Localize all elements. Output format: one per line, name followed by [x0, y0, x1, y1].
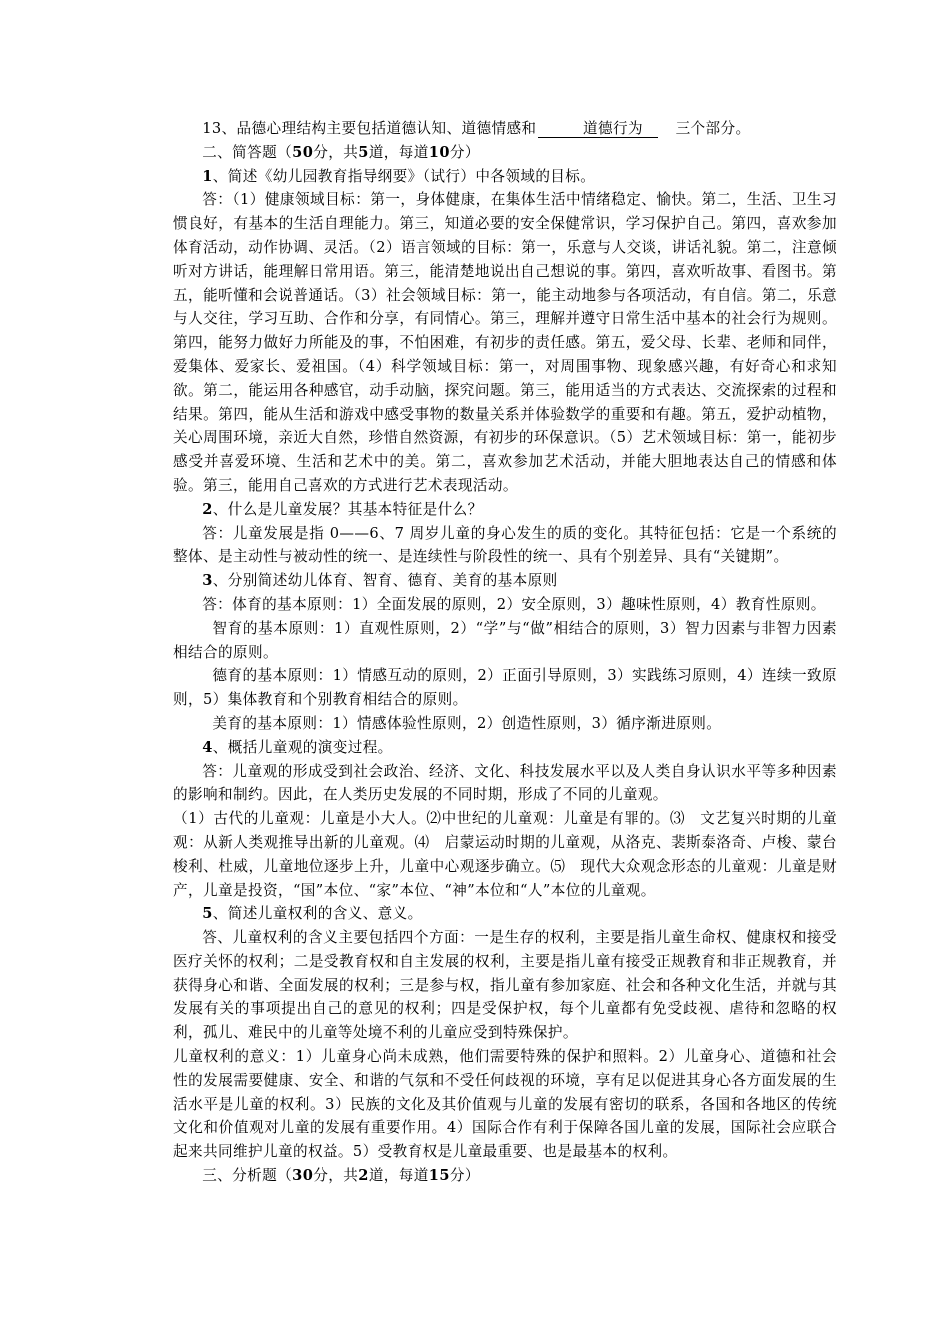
question-13-answer-blank: 道德行为 — [538, 120, 658, 138]
section-3-count: 2 — [358, 1167, 369, 1185]
s2q3-answer-moral: 德育的基本原则：1）情感互动的原则，2）正面引导原则，3）实践练习原则，4）连续一致原则，5）集体教育和个别教育相结合的原则。 — [173, 667, 837, 709]
s2q3-answer-intellect: 智育的基本原则：1）直观性原则，2）“学”与“做”相结合的原则，3）智力因素与非智力因素相结合的原则。 — [173, 619, 837, 661]
s2q3-title — [173, 569, 837, 593]
question-13-suffix: 三个部分。 — [675, 120, 751, 137]
section-2-score: 50 — [292, 143, 314, 161]
s2q4-answer-stages: （1）古代的儿童观：儿童是小大人。⑵中世纪的儿童观：儿童是有罪的。⑶ 文艺复兴时期的儿童观：从新人类观推导出新的儿童观。⑷ 启蒙运动时期的儿童观，从洛克、裴斯泰洛奇、卢梭、蒙台梭利、杜威，儿童地位逐步上升，儿童中心观逐步确立。⑸ 现代大众观念形态的儿童观：儿童是财产，儿童是投资，“国”本位、“家”本位、“神”本位和“人”本位的儿童观。 — [173, 810, 837, 899]
section-2-count: 5 — [358, 143, 369, 161]
s2q5-answer-meaning: 答、儿童权利的含义主要包括四个方面：一是生存的权利，主要是指儿童生命权、健康权和接受医疗关怀的权利；二是受教育权和自主发展的权利，主要是指儿童有接受正规教育和非正规教育，并获得身心和谐、全面发展的权利；三是参与权，指儿童有参加家庭、社会和各种文化生活，并就与其发展有关的事项提出自己的意见的权利；四是受保护权，每个儿童都有免受歧视、虐待和忽略的权利，孤儿、难民中的儿童等处境不利的儿童应受到特殊保护。 — [173, 929, 837, 1042]
section-3-heading — [173, 1164, 837, 1188]
s2q2-number: 2 — [202, 500, 213, 518]
s2q5-number: 5 — [202, 905, 213, 923]
s2q2-answer: 答：儿童发展是指 0——6、7 周岁儿童的身心发生的质的变化。其特征包括：它是一个系统的整体、是主动性与被动性的统一、是连续性与阶段性的统一、具有个别差异、具有“关键期”。 — [173, 524, 837, 566]
s2q1-answer: 答：（1）健康领域目标：第一，身体健康，在集体生活中情绪稳定、愉快。第二，生活、卫生习惯良好，有基本的生活自理能力。第三，知道必要的安全保健常识，学习保护自己。第四，喜欢参加体育活动，动作协调、灵活。（2）语言领域的目标：第一，乐意与人交谈，讲话礼貌。第二，注意倾听对方讲话，能理解日常用语。第三，能清楚地说出自己想说的事。第四，喜欢听故事、看图书。第五，能听懂和会说普通话。（3）社会领域目标：第一，能主动地参与各项活动，有自信。第二，乐意与人交往，学习互助、合作和分享，有同情心。第三，理解并遵守日常生活中基本的社会行为规则。第四，能努力做好力所能及的事，不怕困难，有初步的责任感。第五，爱父母、长辈、老师和同伴，爱集体、爱家长、爱祖国。（4）科学领域目标：第一，对周围事物、现象感兴趣，有好奇心和求知欲。第二，能运用各种感官，动手动脑，探究问题。第三，能用适当的方式表达、交流探索的过程和结果。第四，能从生活和游戏中感受事物的数量关系并体验数学的重要和有趣。第五，爱护动植物，关心周围环境，亲近大自然，珍惜自然资源，有初步的环保意识。（5）艺术领域目标：第一，能初步感受并喜爱环境、生活和艺术中的美。第二，喜欢参加艺术活动，并能大胆地表达自己的情感和体验。第三，能用自己喜欢的方式进行艺术表现活动。 — [173, 191, 837, 494]
s2q3-answer-aesthetic: 美育的基本原则：1）情感体验性原则，2）创造性原则，3）循序渐进原则。 — [212, 714, 722, 732]
section-2-mid1: 分，共 — [313, 143, 359, 161]
s2q1-title-text: 、简述《幼儿园教育指导纲要》（试行）中各领域的目标。 — [212, 167, 596, 185]
section-2-mid2: 道，每道 — [368, 143, 429, 161]
section-3-mid1: 分，共 — [313, 1167, 359, 1185]
s2q2-title — [173, 498, 837, 522]
s2q3-number: 3 — [202, 572, 213, 590]
s2q4-answer-intro: 答：儿童观的形成受到社会政治、经济、文化、科技发展水平以及人类自身认识水平等多种因素的影响和制约。因此，在人类历史发展的不同时期，形成了不同的儿童观。 — [173, 762, 837, 804]
s2q3-answer-pe: 答：体育的基本原则：1）全面发展的原则，2）安全原则，3）趣味性原则，4）教育性原则。 — [202, 595, 826, 613]
section-3-each: 15 — [428, 1167, 450, 1185]
s2q2-title-text: 、什么是儿童发展？其基本特征是什么？ — [212, 500, 483, 518]
section-2-lead: 二、简答题（ — [202, 143, 293, 161]
s2q5-title-text: 、简述儿童权利的含义、意义。 — [212, 905, 423, 923]
section-3-tail: 分） — [449, 1167, 480, 1185]
s2q1-number: 1 — [202, 167, 213, 185]
section-2-each: 10 — [428, 143, 450, 161]
s2q4-title-text: 、概括儿童观的演变过程。 — [212, 738, 393, 756]
question-13 — [173, 117, 837, 141]
s2q5-answer-significance: 儿童权利的意义：1）儿童身心尚未成熟，他们需要特殊的保护和照料。2）儿童身心、道德和社会性的发展需要健康、安全、和谐的气氛和不受任何歧视的环境，享有足以促进其身心各方面发展的生活水平是儿童的权利。3）民族的文化及其价值观与儿童的发展有密切的联系，各国和各地区的传统文化和价值观对儿童的发展有重要作用。4）国际合作有利于保障各国儿童的发展，国际社会应联合起来共同维护儿童的权益。5）受教育权是儿童最重要、也是最基本的权利。 — [173, 1048, 837, 1161]
document-body — [173, 117, 837, 1188]
s2q3-title-text: 、分别简述幼儿体育、智育、德育、美育的基本原则 — [212, 572, 558, 590]
section-3-mid2: 道，每道 — [368, 1167, 429, 1185]
section-2-heading — [173, 141, 837, 165]
s2q1-title — [173, 165, 837, 189]
question-13-prefix: 13、品德心理结构主要包括道德认知、道德情感和 — [202, 120, 537, 137]
s2q4-title — [173, 736, 837, 760]
section-3-score: 30 — [292, 1167, 314, 1185]
section-3-lead: 三、分析题（ — [202, 1167, 293, 1185]
s2q4-number: 4 — [202, 738, 213, 756]
s2q5-title — [173, 902, 837, 926]
section-2-tail: 分） — [449, 143, 480, 161]
